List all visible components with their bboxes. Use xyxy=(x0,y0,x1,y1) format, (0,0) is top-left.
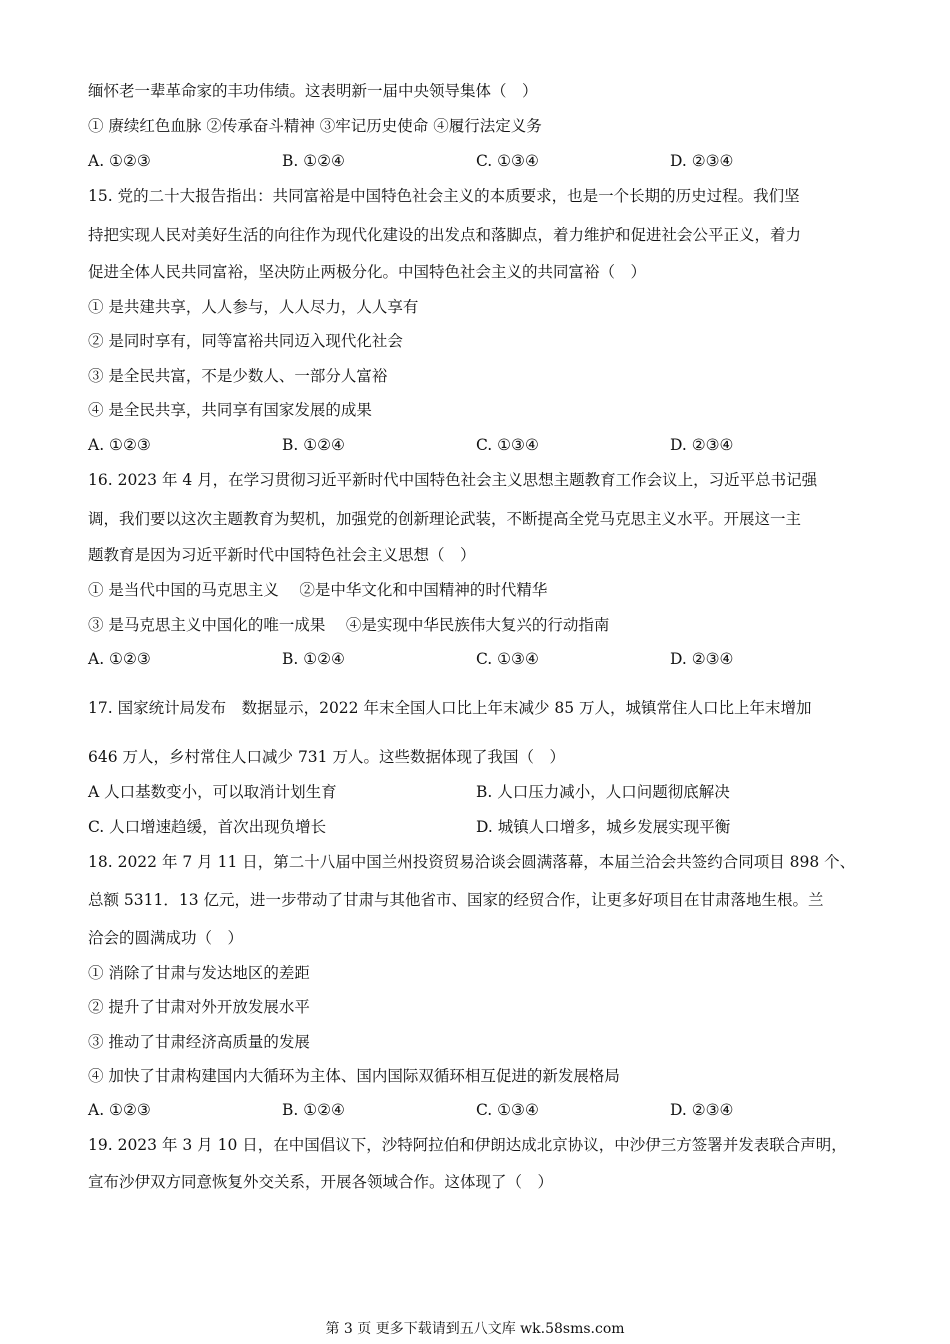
text-line: 总额 5311．13 亿元，进一步带动了甘肃与其他省市、国家的经贸合作，让更多好项目在甘肃落地生根。兰 xyxy=(88,891,824,909)
choice-d: D. ②③④ xyxy=(670,152,734,170)
choice-c: C. ①③④ xyxy=(476,436,539,454)
choice-c: C. 人口增速趋缓，首次出现负增长 xyxy=(88,818,327,836)
choice-a: A 人口基数变小，可以取消计划生育 xyxy=(88,783,337,801)
choice-c: C. ①③④ xyxy=(476,650,539,668)
choice-d: D. ②③④ xyxy=(670,436,734,454)
statement: ④ 是全民共享，共同享有国家发展的成果 xyxy=(88,401,372,419)
choice-b: B. ①②④ xyxy=(282,1101,345,1119)
choice-a: A. ①②③ xyxy=(88,650,151,668)
statement: ② 提升了甘肃对外开放发展水平 xyxy=(88,998,310,1016)
text-line: 646 万人，乡村常住人口减少 731 万人。这些数据体现了我国（ ） xyxy=(88,748,565,766)
text-line: 缅怀老一辈革命家的丰功伟绩。这表明新一届中央领导集体（ ） xyxy=(88,82,538,100)
statement: ① 是共建共享，人人参与，人人尽力，人人享有 xyxy=(88,298,419,316)
choice-d: D. 城镇人口增多，城乡发展实现平衡 xyxy=(476,818,731,836)
statement: ② 是同时享有，同等富裕共同迈入现代化社会 xyxy=(88,332,403,350)
question-16-text: 16. 2023 年 4 月，在学习贯彻习近平新时代中国特色社会主义思想主题教育工作会议上，习近平总书记强 xyxy=(88,471,818,489)
text-line: 宣布沙伊双方同意恢复外交关系，开展各领域合作。这体现了（ ） xyxy=(88,1173,554,1191)
question-19-text: 19. 2023 年 3 月 10 日，在中国倡议下，沙特阿拉伯和伊朗达成北京协议，中沙伊三方签署并发表联合声明， xyxy=(88,1136,847,1154)
statement: ④ 加快了甘肃构建国内大循环为主体、国内国际双循环相互促进的新发展格局 xyxy=(88,1067,620,1085)
choice-d: D. ②③④ xyxy=(670,1101,734,1119)
choice-a: A. ①②③ xyxy=(88,152,151,170)
statement: ③ 是全民共富，不是少数人、一部分人富裕 xyxy=(88,367,388,385)
statement: ① 是当代中国的马克思主义 ②是中华文化和中国精神的时代精华 xyxy=(88,581,548,599)
question-15-text: 15. 党的二十大报告指出：共同富裕是中国特色社会主义的本质要求，也是一个长期的历史过程。我们坚 xyxy=(88,187,800,205)
text-line: 题教育是因为习近平新时代中国特色社会主义思想（ ） xyxy=(88,546,476,564)
choice-c: C. ①③④ xyxy=(476,1101,539,1119)
page-footer: 第 3 页 更多下载请到五八文库 wk.58sms.com xyxy=(325,1321,625,1337)
text-line: 洽会的圆满成功（ ） xyxy=(88,929,244,947)
choice-c: C. ①③④ xyxy=(476,152,539,170)
choice-b: B. 人口压力减小，人口问题彻底解决 xyxy=(476,783,730,801)
choice-b: B. ①②④ xyxy=(282,650,345,668)
statement: ① 消除了甘肃与发达地区的差距 xyxy=(88,964,310,982)
choice-a: A. ①②③ xyxy=(88,436,151,454)
statement: ③ 推动了甘肃经济高质量的发展 xyxy=(88,1033,310,1051)
question-18-text: 18. 2022 年 7 月 11 日，第二十八届中国兰州投资贸易洽谈会圆满落幕，本届兰洽会共签约合同项目 898 个、 xyxy=(88,853,856,871)
choice-d: D. ②③④ xyxy=(670,650,734,668)
text-line: 调，我们要以这次主题教育为契机，加强党的创新理论武装，不断提高全党马克思主义水平。开展这一主 xyxy=(88,510,802,528)
choice-a: A. ①②③ xyxy=(88,1101,151,1119)
statement: ③ 是马克思主义中国化的唯一成果 ④是实现中华民族伟大复兴的行动指南 xyxy=(88,616,610,634)
text-line: 持把实现人民对美好生活的向往作为现代化建设的出发点和落脚点，着力维护和促进社会公平正义，着力 xyxy=(88,226,802,244)
text-line: ① 赓续红色血脉 ②传承奋斗精神 ③牢记历史使命 ④履行法定义务 xyxy=(88,117,542,135)
text-line: 促进全体人民共同富裕，坚决防止两极分化。中国特色社会主义的共同富裕（ ） xyxy=(88,263,647,281)
choice-b: B. ①②④ xyxy=(282,152,345,170)
question-17-text: 17. 国家统计局发布 数据显示，2022 年末全国人口比上年末减少 85 万人，城镇常住人口比上年末增加 xyxy=(88,699,812,717)
choice-b: B. ①②④ xyxy=(282,436,345,454)
